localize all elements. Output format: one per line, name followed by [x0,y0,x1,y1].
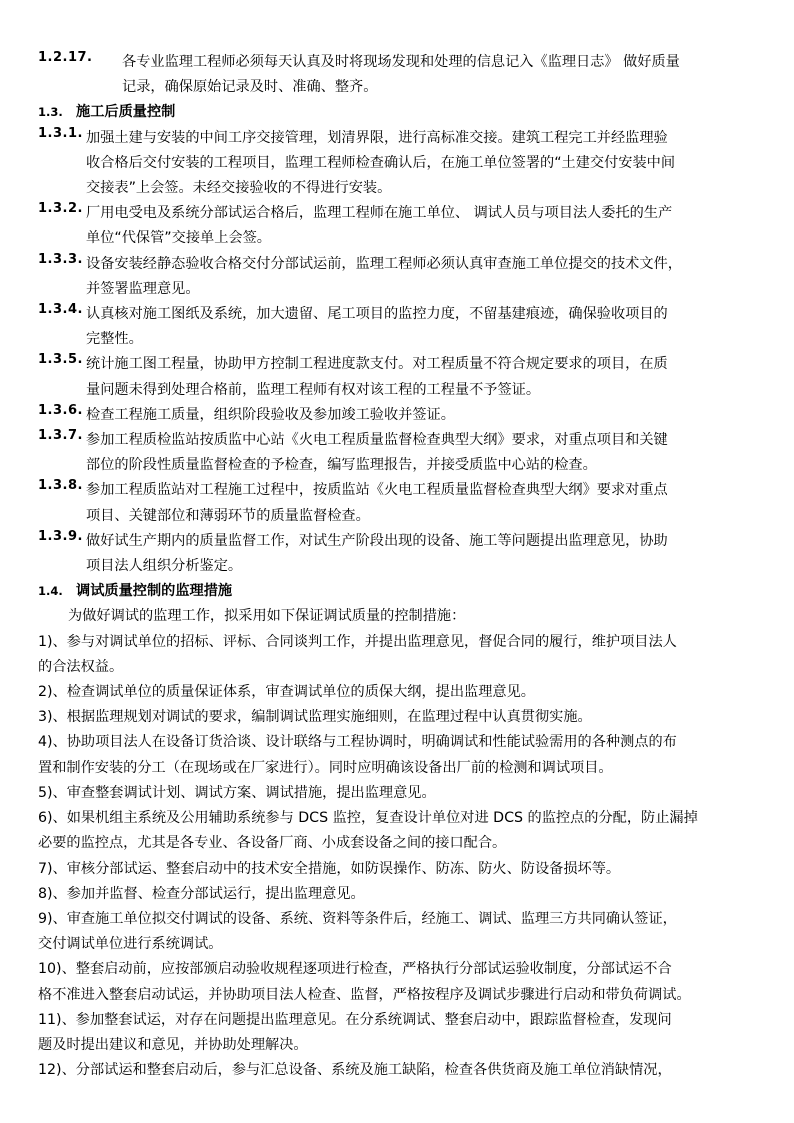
clause-line: 做好试生产期内的质量监督工作，对试生产阶段出现的设备、施工等问题提出监理意见，协助 [86,532,668,549]
measure-item [38,630,760,680]
measure-line: 3)、根据监理规划对调试的要求，编制调试监理实施细则，在监理过程中认真贯彻实施。 [38,709,592,726]
measure-line: 题及时提出建议和意见，并协助处理解决。 [38,1036,308,1053]
clause-line: 量问题未得到处理合格前，监理工程师有权对该工程的工程量不予签证。 [86,381,541,398]
clause-number: 1.3.7. [38,428,83,444]
clause-number: 1.3.5. [38,352,83,368]
clause-number: 1.3.2. [38,201,83,217]
intro-paragraph: 为做好调试的监理工作，拟采用如下保证调试质量的控制措施： [68,608,466,625]
clause-item [38,352,760,402]
clause-item [38,403,760,428]
clause-item [38,529,760,579]
measure-item [38,730,760,780]
measure-line: 4)、协助项目法人在设备订货洽谈、设计联络与工程协调时，明确调试和性能试验需用的各种测点的布 [38,734,677,751]
measure-item [38,806,760,856]
measure-line: 格不准进入整套启动试运，并协助项目法人检查、监督，严格按程序及调试步骤进行启动和带负荷调试。 [38,986,691,1003]
clause-list-1-3 [38,126,760,580]
measure-line: 的合法权益。 [38,658,124,675]
clause-line: 参加工程质检监站按质监中心站《火电工程质量监督检查典型大纲》要求，对重点项目和关键 [86,432,668,449]
measure-line: 5)、审查整套调试计划、调试方案、调试措施，提出监理意见。 [38,784,436,801]
clause-body [86,403,760,428]
section-heading-1-4 [38,579,760,604]
clause-item [38,126,760,202]
measure-list [38,630,760,1084]
measure-item [38,957,760,1007]
clause-body [86,126,760,202]
clause-number: 1.3.3. [38,251,83,267]
measure-line: 11)、参加整套试运，对存在问题提出监理意见。在分系统调试、整套启动中，跟踪监督检查，发现问 [38,1011,672,1028]
clause-line: 参加工程质监站对工程施工过程中，按质监站《火电工程质量监督检查典型大纲》要求对重点 [86,482,668,499]
section-number: 1.4. [38,584,63,599]
clause-item [38,302,760,352]
clause-body [122,50,760,100]
measure-line: 6)、如果机组主系统及公用辅助系统参与 DCS 监控，复查设计单位对进 DCS 的监控点的分配，防止漏掉 [38,810,698,827]
clause-line: 收合格后交付安装的工程项目，监理工程师检查确认后，在施工单位签署的“土建交付安装中间 [86,154,676,171]
clause-line: 统计施工图工程量，协助甲方控制工程进度款支付。对工程质量不符合规定要求的项目，在质 [86,356,668,373]
clause-body [86,252,760,302]
measure-item [38,1058,760,1083]
clause-line: 完整性。 [86,331,143,348]
clause-line: 各专业监理工程师必须每天认真及时将现场发现和处理的信息记入《监理日志》 做好质量 [122,54,680,70]
measure-item [38,857,760,882]
clause-line: 记录，确保原始记录及时、准确、整齐。 [122,79,378,96]
clause-1-2-17 [38,50,760,100]
clause-line: 认真核对施工图纸及系统，加大遗留、尾工项目的监控力度，不留基建痕迹，确保验收项目的 [86,306,668,323]
clause-body [86,529,760,579]
measure-line: 12)、分部试运和整套启动后，参与汇总设备、系统及施工缺陷，检查各供货商及施工单位消缺情况， [38,1062,672,1079]
clause-line: 交接表”上会签。未经交接验收的不得进行安装。 [86,180,392,197]
clause-number: 1.2.17. [38,50,93,65]
clause-line: 项目、关键部位和薄弱环节的质量监督检查。 [86,507,370,524]
measure-item [38,781,760,806]
measure-item [38,705,760,730]
section-title: 施工后质量控制 [76,104,176,121]
clause-line: 检查工程施工质量，组织阶段验收及参加竣工验收并签证。 [86,406,455,423]
clause-line: 并签署监理意见。 [86,280,200,297]
section-title: 调试质量控制的监理措施 [76,583,233,600]
measure-line: 8)、参加并监督、检查分部试运行，提出监理意见。 [38,885,365,902]
clause-line: 项目法人组织分析鉴定。 [86,558,243,575]
clause-body [86,302,760,352]
measure-item [38,1008,760,1058]
clause-line: 设备安装经静态验收合格交付分部试运前，监理工程师必须认真审查施工单位提交的技术文件， [86,255,682,272]
measure-line: 10)、整套启动前，应按部颁启动验收规程逐项进行检查，严格执行分部试运验收制度，分部试运不合 [38,961,672,978]
section-number: 1.3. [38,105,63,120]
clause-item [38,428,760,478]
clause-line: 单位“代保管”交接单上会签。 [86,230,271,247]
measure-line: 置和制作安装的分工（在现场或在厂家进行）。同时应明确该设备出厂前的检测和调试项目。 [38,759,613,776]
measure-item [38,882,760,907]
measure-line: 必要的监控点，尤其是各专业、各设备厂商、小成套设备之间的接口配合。 [38,835,507,852]
clause-item [38,201,760,251]
measure-line: 7)、审核分部试运、整套启动中的技术安全措施，如防误操作、防冻、防火、防设备损坏等。 [38,860,621,877]
measure-item [38,907,760,957]
clause-number: 1.3.4. [38,302,83,318]
clause-item [38,252,760,302]
measure-line: 2)、检查调试单位的质量保证体系，审查调试单位的质保大纲，提出监理意见。 [38,684,535,701]
clause-body [86,201,760,251]
measure-line: 9)、审查施工单位拟交付调试的设备、系统、资料等条件后，经施工、调试、监理三方共同确认签证， [38,910,677,927]
clause-number: 1.3.8. [38,478,83,494]
clause-number: 1.3.9. [38,528,83,544]
clause-item [38,478,760,528]
clause-line: 厂用电受电及系统分部试运合格后，监理工程师在施工单位、 调试人员与项目法人委托的生产 [86,205,673,222]
clause-number: 1.3.6. [38,402,83,418]
clause-number: 1.3.1. [38,125,83,141]
clause-body [86,428,760,478]
measure-line: 1)、参与对调试单位的招标、评标、合同谈判工作，并提出监理意见，督促合同的履行，维护项目法人 [38,633,677,650]
measure-item [38,680,760,705]
section-heading-1-3 [38,100,760,125]
clause-line: 部位的阶段性质量监督检查的予检查，编写监理报告，并接受质监中心站的检查。 [86,457,597,474]
measure-line: 交付调试单位进行系统调试。 [38,936,223,953]
clause-body [86,352,760,402]
clause-body [86,478,760,528]
clause-line: 加强土建与安装的中间工序交接管理，划清界限，进行高标准交接。建筑工程完工并经监理验 [86,129,668,146]
document-page [38,50,760,1083]
